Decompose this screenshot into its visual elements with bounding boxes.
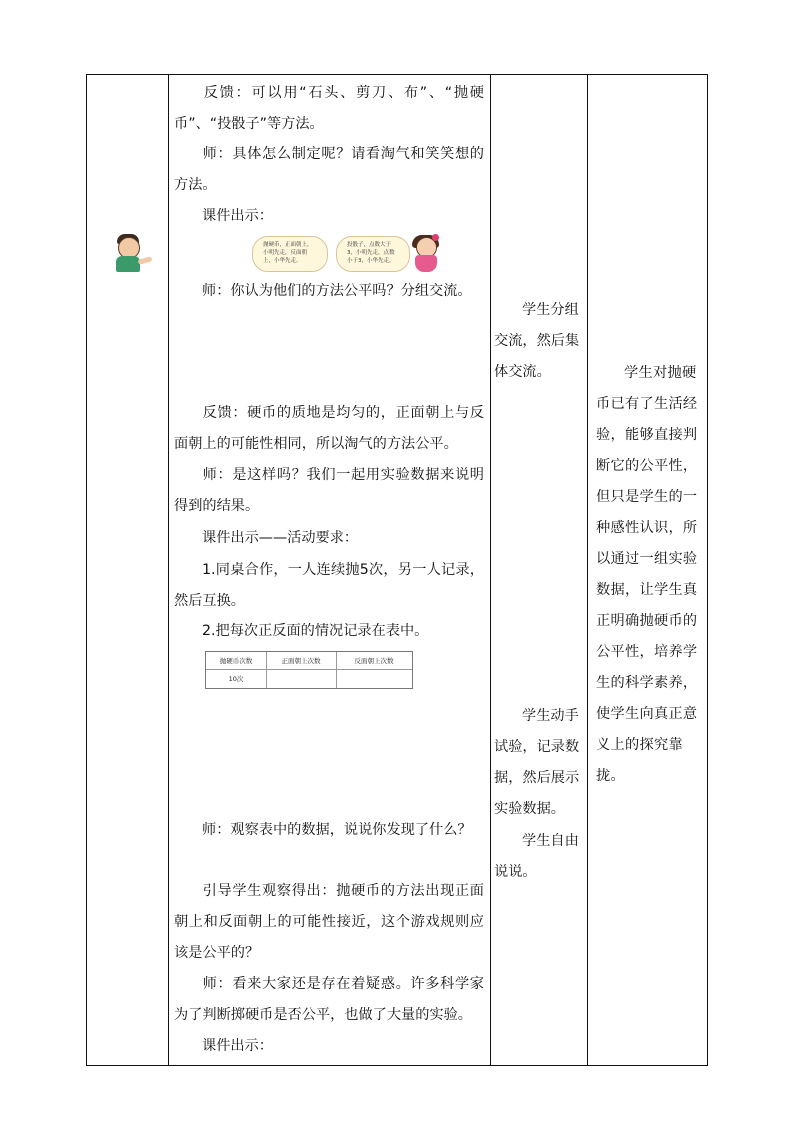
table-right-border — [707, 74, 708, 1066]
courseware-label-1: 课件出示： — [202, 208, 273, 224]
activity-requirement-2: 2.把每次正反面的情况记录在表中。 — [202, 623, 429, 639]
student-activity-1: 学生分组交流，然后集体交流。 — [494, 302, 580, 380]
record-table-header: 抛硬币次数 — [219, 657, 253, 665]
column-divider-1 — [168, 74, 169, 1066]
column-divider-3 — [587, 74, 588, 1066]
record-table-row — [206, 670, 412, 688]
speech-bubble-right: 投骰子，点数大于3，小明先走，点数小于3，小华先走。 — [336, 236, 410, 272]
record-table-cell: 10次 — [228, 675, 244, 683]
record-table-header: 正面朝上次数 — [281, 657, 321, 665]
record-table-cell — [336, 670, 412, 688]
table-top-border — [86, 74, 708, 75]
record-table — [205, 651, 413, 689]
feedback-paragraph-2: 反馈：硬币的质地是均匀的，正面朝上与反面朝上的可能性相同，所以淘气的方法公平。 — [174, 405, 484, 452]
record-table-header-row — [206, 652, 412, 670]
teacher-paragraph-2: 师：你认为他们的方法公平吗？分组交流。 — [202, 283, 472, 299]
girl-figure-body — [415, 255, 437, 272]
teacher-paragraph-1: 师：具体怎么制定呢？请看淘气和笑笑想的方法。 — [174, 146, 484, 193]
girl-figure-bow — [432, 234, 439, 241]
courseware-illustration — [116, 234, 446, 274]
student-activity-2: 学生动手试验，记录数据，然后展示实验数据。 — [494, 708, 580, 817]
teacher-paragraph-3: 师：是这样吗？我们一起用实验数据来说明得到的结果。 — [174, 467, 484, 514]
activity-requirement-1: 1.同桌合作，一人连续抛5次，另一人记录，然后互换。 — [174, 562, 484, 609]
boy-figure-arm — [138, 256, 153, 264]
teacher-paragraph-4: 师：观察表中的数据，说说你发现了什么？ — [202, 822, 472, 838]
boy-figure-body — [116, 256, 140, 272]
guide-paragraph: 引导学生观察得出：抛硬币的方法出现正面朝上和反面朝上的可能性接近，这个游戏规则应该是公平的？ — [174, 883, 484, 961]
feedback-paragraph-1: 反馈：可以用“石头、剪刀、布”、“抛硬币”、“投骰子”等方法。 — [174, 85, 484, 132]
courseware-label-2: 课件出示： — [202, 1038, 273, 1054]
record-table-cell — [266, 670, 336, 688]
column-divider-2 — [490, 74, 491, 1066]
record-table-header: 反面朝上次数 — [354, 657, 394, 665]
teacher-paragraph-5: 师：看来大家还是存在着疑惑。许多科学家为了判断掷硬币是否公平，也做了大量的实验。 — [174, 976, 484, 1023]
speech-bubble-left: 抛硬币，正面朝上，小明先走，反面朝上，小华先走。 — [252, 236, 328, 272]
student-activity-3: 学生自由说说。 — [494, 833, 579, 880]
table-bottom-border — [86, 1065, 708, 1066]
design-intent-text: 学生对抛硬币已有了生活经验，能够直接判断它的公平性，但只是学生的一种感性认识，所以通过一组实验数据，让学生真正明确抛硬币的公平性，培养学生的科学素养，使学生向真正意义上的探究靠拢。 — [596, 365, 698, 784]
activity-requirement-title: 课件出示——活动要求： — [202, 530, 359, 546]
table-left-border — [86, 74, 87, 1066]
